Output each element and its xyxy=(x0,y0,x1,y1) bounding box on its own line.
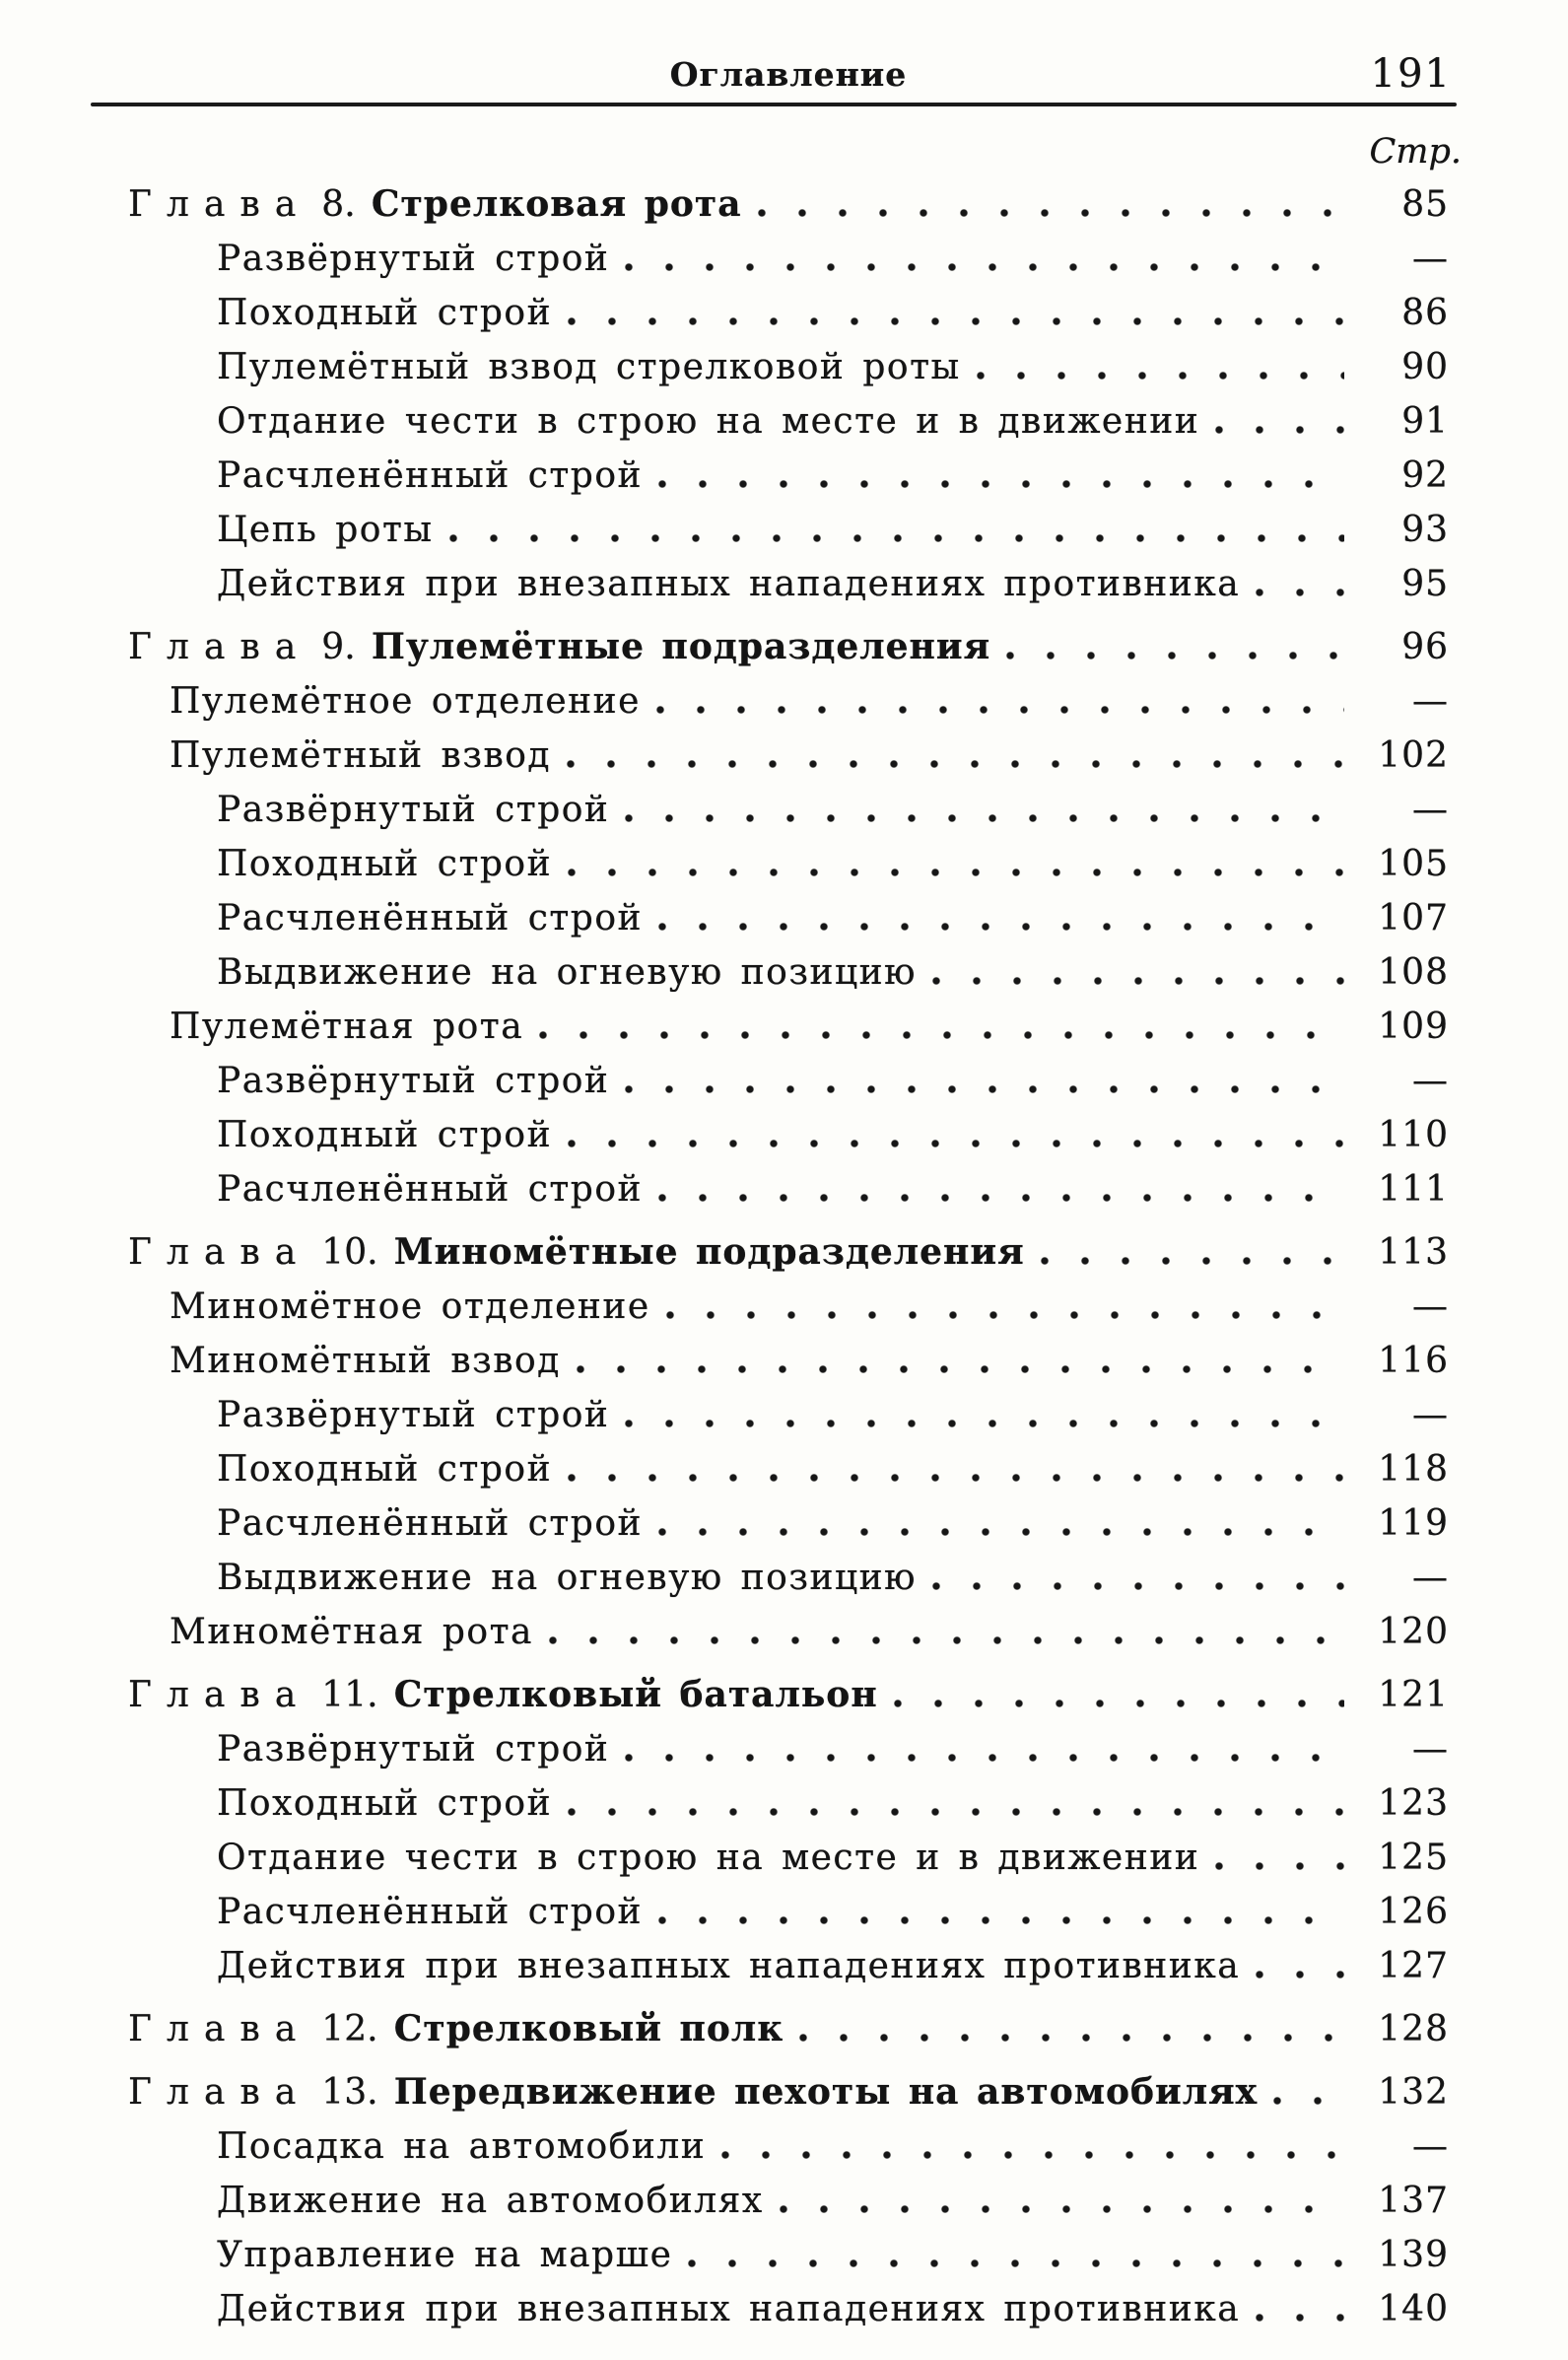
entry-title: Цепь роты xyxy=(217,510,434,550)
entry-page-number: 109 xyxy=(1378,1006,1449,1047)
entry-page-number: 110 xyxy=(1378,1115,1449,1155)
dot-leader xyxy=(1215,1831,1344,1885)
entry-page-number: 113 xyxy=(1378,1232,1449,1273)
entry-title: Походный строй xyxy=(217,1783,553,1824)
chapter-number: 8. xyxy=(321,184,356,225)
entry-page-number: 121 xyxy=(1378,1675,1449,1715)
toc-row xyxy=(128,1831,1449,1885)
toc-row xyxy=(128,945,1449,1000)
toc-row xyxy=(128,1722,1449,1776)
dot-leader xyxy=(625,783,1344,837)
toc-row xyxy=(128,449,1449,503)
dot-leader xyxy=(666,1280,1344,1334)
entry-page-number: 123 xyxy=(1378,1783,1449,1824)
entry-title: Миномётный взвод xyxy=(170,1341,561,1381)
entry-page-number: 93 xyxy=(1401,510,1449,550)
entry-title: Пулемётное отделение xyxy=(170,681,641,722)
entry-title: Действия при внезапных нападениях противника xyxy=(217,2289,1241,2329)
dot-leader xyxy=(688,2228,1344,2282)
chapter-prefix: Глава xyxy=(128,2072,311,2113)
chapter-number: 11. xyxy=(321,1675,378,1715)
entry-title: Стрелковый полк xyxy=(393,2008,784,2049)
entry-title: Действия при внезапных нападениях противника xyxy=(217,564,1241,604)
toc-row xyxy=(128,2174,1449,2228)
entry-page-number: 125 xyxy=(1378,1838,1449,1878)
entry-title: Развёрнутый строй xyxy=(217,1395,610,1435)
toc-row xyxy=(128,1225,1449,1280)
toc-row xyxy=(128,232,1449,286)
entry-page-number: 102 xyxy=(1378,735,1449,776)
entry-page-number: — xyxy=(1412,1286,1449,1327)
toc-row xyxy=(128,340,1449,394)
toc-row xyxy=(128,1108,1449,1162)
dot-leader xyxy=(625,1388,1344,1442)
toc-row xyxy=(128,1496,1449,1551)
toc-row xyxy=(128,891,1449,945)
entry-page-number: 91 xyxy=(1401,401,1449,442)
dot-leader xyxy=(568,1776,1344,1831)
entry-page-number: 118 xyxy=(1378,1449,1449,1490)
entry-title: Миномётные подразделения xyxy=(393,1231,1025,1273)
toc-row xyxy=(128,394,1449,449)
entry-title: Миномётная рота xyxy=(170,1612,533,1652)
dot-leader xyxy=(1041,1225,1344,1280)
toc-row xyxy=(128,1551,1449,1605)
dot-leader xyxy=(568,837,1344,891)
entry-title: Управление на марше xyxy=(217,2235,673,2275)
entry-page-number: 85 xyxy=(1401,184,1449,225)
dot-leader xyxy=(932,945,1344,1000)
entry-page-number: 127 xyxy=(1378,1946,1449,1986)
dot-leader xyxy=(658,891,1344,945)
dot-leader xyxy=(449,503,1344,557)
entry-page-number: 126 xyxy=(1378,1892,1449,1932)
entry-title: Походный строй xyxy=(217,1115,553,1155)
toc-row xyxy=(128,1668,1449,1722)
toc-row xyxy=(128,1334,1449,1388)
dot-leader xyxy=(1215,394,1344,449)
toc-row xyxy=(128,2065,1449,2119)
entry-page-number: 105 xyxy=(1378,844,1449,884)
entry-title: Отдание чести в строю на месте и в движении xyxy=(217,1838,1200,1878)
dot-leader xyxy=(658,1885,1344,1939)
entry-title: Передвижение пехоты на автомобилях xyxy=(393,2071,1259,2113)
dot-leader xyxy=(625,1054,1344,1108)
toc-row xyxy=(128,620,1449,674)
toc-row xyxy=(128,1054,1449,1108)
toc-row xyxy=(128,1776,1449,1831)
entry-page-number: 137 xyxy=(1378,2181,1449,2221)
entry-title: Отдание чести в строю на месте и в движении xyxy=(217,401,1200,442)
header-rule xyxy=(91,103,1457,106)
entry-page-number: 128 xyxy=(1378,2009,1449,2049)
entry-page-number: 108 xyxy=(1378,952,1449,993)
entry-title: Движение на автомобилях xyxy=(217,2181,764,2221)
chapter-prefix: Глава xyxy=(128,1232,311,1273)
entry-title: Действия при внезапных нападениях противника xyxy=(217,1946,1241,1986)
toc-row xyxy=(128,1939,1449,1993)
entry-title: Развёрнутый строй xyxy=(217,790,610,830)
dot-leader xyxy=(549,1605,1344,1659)
dot-leader xyxy=(568,286,1344,340)
entry-page-number: 95 xyxy=(1401,564,1449,604)
entry-page-number: — xyxy=(1412,239,1449,279)
entry-title: Выдвижение на огневую позицию xyxy=(217,1558,917,1598)
entry-page-number: 140 xyxy=(1378,2289,1449,2329)
toc-row xyxy=(128,674,1449,729)
page-column-header: Стр. xyxy=(1369,132,1462,172)
dot-leader xyxy=(799,2002,1344,2056)
dot-leader xyxy=(1256,557,1344,611)
toc-row xyxy=(128,286,1449,340)
entry-title: Стрелковая рота xyxy=(371,183,742,225)
dot-leader xyxy=(568,1108,1344,1162)
entry-title: Выдвижение на огневую позицию xyxy=(217,952,917,993)
chapter-prefix: Глава xyxy=(128,627,311,667)
dot-leader xyxy=(1256,2282,1344,2336)
toc-row xyxy=(128,557,1449,611)
chapter-prefix: Глава xyxy=(128,2009,311,2049)
dot-leader xyxy=(658,1162,1344,1216)
dot-leader xyxy=(577,1334,1344,1388)
entry-page-number: 139 xyxy=(1378,2235,1449,2275)
entry-page-number: — xyxy=(1412,1729,1449,1770)
toc-row xyxy=(128,2002,1449,2056)
entry-page-number: 120 xyxy=(1378,1612,1449,1652)
toc-row xyxy=(128,1280,1449,1334)
entry-title: Пулемётные подразделения xyxy=(371,626,991,667)
chapter-number: 10. xyxy=(321,1232,378,1273)
entry-title: Посадка на автомобили xyxy=(217,2126,707,2167)
toc-row xyxy=(128,503,1449,557)
dot-leader xyxy=(977,340,1344,394)
toc-row xyxy=(128,1000,1449,1054)
toc-row xyxy=(128,783,1449,837)
dot-leader xyxy=(539,1000,1344,1054)
dot-leader xyxy=(625,232,1344,286)
dot-leader xyxy=(932,1551,1344,1605)
entry-title: Развёрнутый строй xyxy=(217,1061,610,1101)
dot-leader xyxy=(658,449,1344,503)
dot-leader xyxy=(568,1442,1344,1496)
chapter-prefix: Глава xyxy=(128,184,311,225)
toc-row xyxy=(128,2228,1449,2282)
dot-leader xyxy=(658,1496,1344,1551)
entry-page-number: — xyxy=(1412,2126,1449,2167)
entry-title: Миномётное отделение xyxy=(170,1286,650,1327)
entry-page-number: 86 xyxy=(1401,293,1449,333)
chapter-number: 12. xyxy=(321,2009,378,2049)
dot-leader xyxy=(721,2119,1344,2174)
toc-row xyxy=(128,1885,1449,1939)
dot-leader xyxy=(1006,620,1344,674)
entry-page-number: 111 xyxy=(1378,1169,1449,1210)
entry-page-number: 116 xyxy=(1378,1341,1449,1381)
entry-title: Походный строй xyxy=(217,1449,553,1490)
entry-page-number: 107 xyxy=(1378,898,1449,938)
entry-title: Развёрнутый строй xyxy=(217,1729,610,1770)
dot-leader xyxy=(780,2174,1344,2228)
entry-page-number: — xyxy=(1412,1061,1449,1101)
toc-row xyxy=(128,837,1449,891)
entry-title: Расчленённый строй xyxy=(217,1503,643,1544)
entry-title: Походный строй xyxy=(217,293,553,333)
page-number: 191 xyxy=(1370,51,1452,97)
entry-title: Расчленённый строй xyxy=(217,898,643,938)
entry-title: Стрелковый батальон xyxy=(393,1674,878,1715)
toc-row xyxy=(128,1605,1449,1659)
dot-leader xyxy=(758,177,1344,232)
chapter-prefix: Глава xyxy=(128,1675,311,1715)
chapter-number: 13. xyxy=(321,2072,378,2113)
toc-row xyxy=(128,2282,1449,2336)
page-header-title: Оглавление xyxy=(669,55,908,94)
toc-row xyxy=(128,1388,1449,1442)
dot-leader xyxy=(656,674,1344,729)
dot-leader xyxy=(1256,1939,1344,1993)
entry-page-number: 96 xyxy=(1401,627,1449,667)
entry-title: Расчленённый строй xyxy=(217,455,643,496)
toc-row xyxy=(128,177,1449,232)
toc-row xyxy=(128,2119,1449,2174)
entry-title: Развёрнутый строй xyxy=(217,239,610,279)
toc-list xyxy=(128,177,1449,2336)
toc-row xyxy=(128,729,1449,783)
entry-title: Расчленённый строй xyxy=(217,1169,643,1210)
entry-page-number: — xyxy=(1412,1395,1449,1435)
dot-leader xyxy=(567,729,1344,783)
entry-page-number: 92 xyxy=(1401,455,1449,496)
entry-page-number: 132 xyxy=(1378,2072,1449,2113)
entry-title: Пулемётный взвод xyxy=(170,735,552,776)
entry-title: Пулемётная рота xyxy=(170,1006,524,1047)
toc-row xyxy=(128,1162,1449,1216)
chapter-number: 9. xyxy=(321,627,356,667)
entry-title: Походный строй xyxy=(217,844,553,884)
dot-leader xyxy=(625,1722,1344,1776)
entry-page-number: 119 xyxy=(1378,1503,1449,1544)
entry-title: Пулемётный взвод стрелковой роты xyxy=(217,347,961,387)
entry-page-number: — xyxy=(1412,790,1449,830)
entry-title: Расчленённый строй xyxy=(217,1892,643,1932)
dot-leader xyxy=(1273,2065,1344,2119)
entry-page-number: 90 xyxy=(1401,347,1449,387)
entry-page-number: — xyxy=(1412,681,1449,722)
entry-page-number: — xyxy=(1412,1558,1449,1598)
toc-row xyxy=(128,1442,1449,1496)
dot-leader xyxy=(894,1668,1344,1722)
